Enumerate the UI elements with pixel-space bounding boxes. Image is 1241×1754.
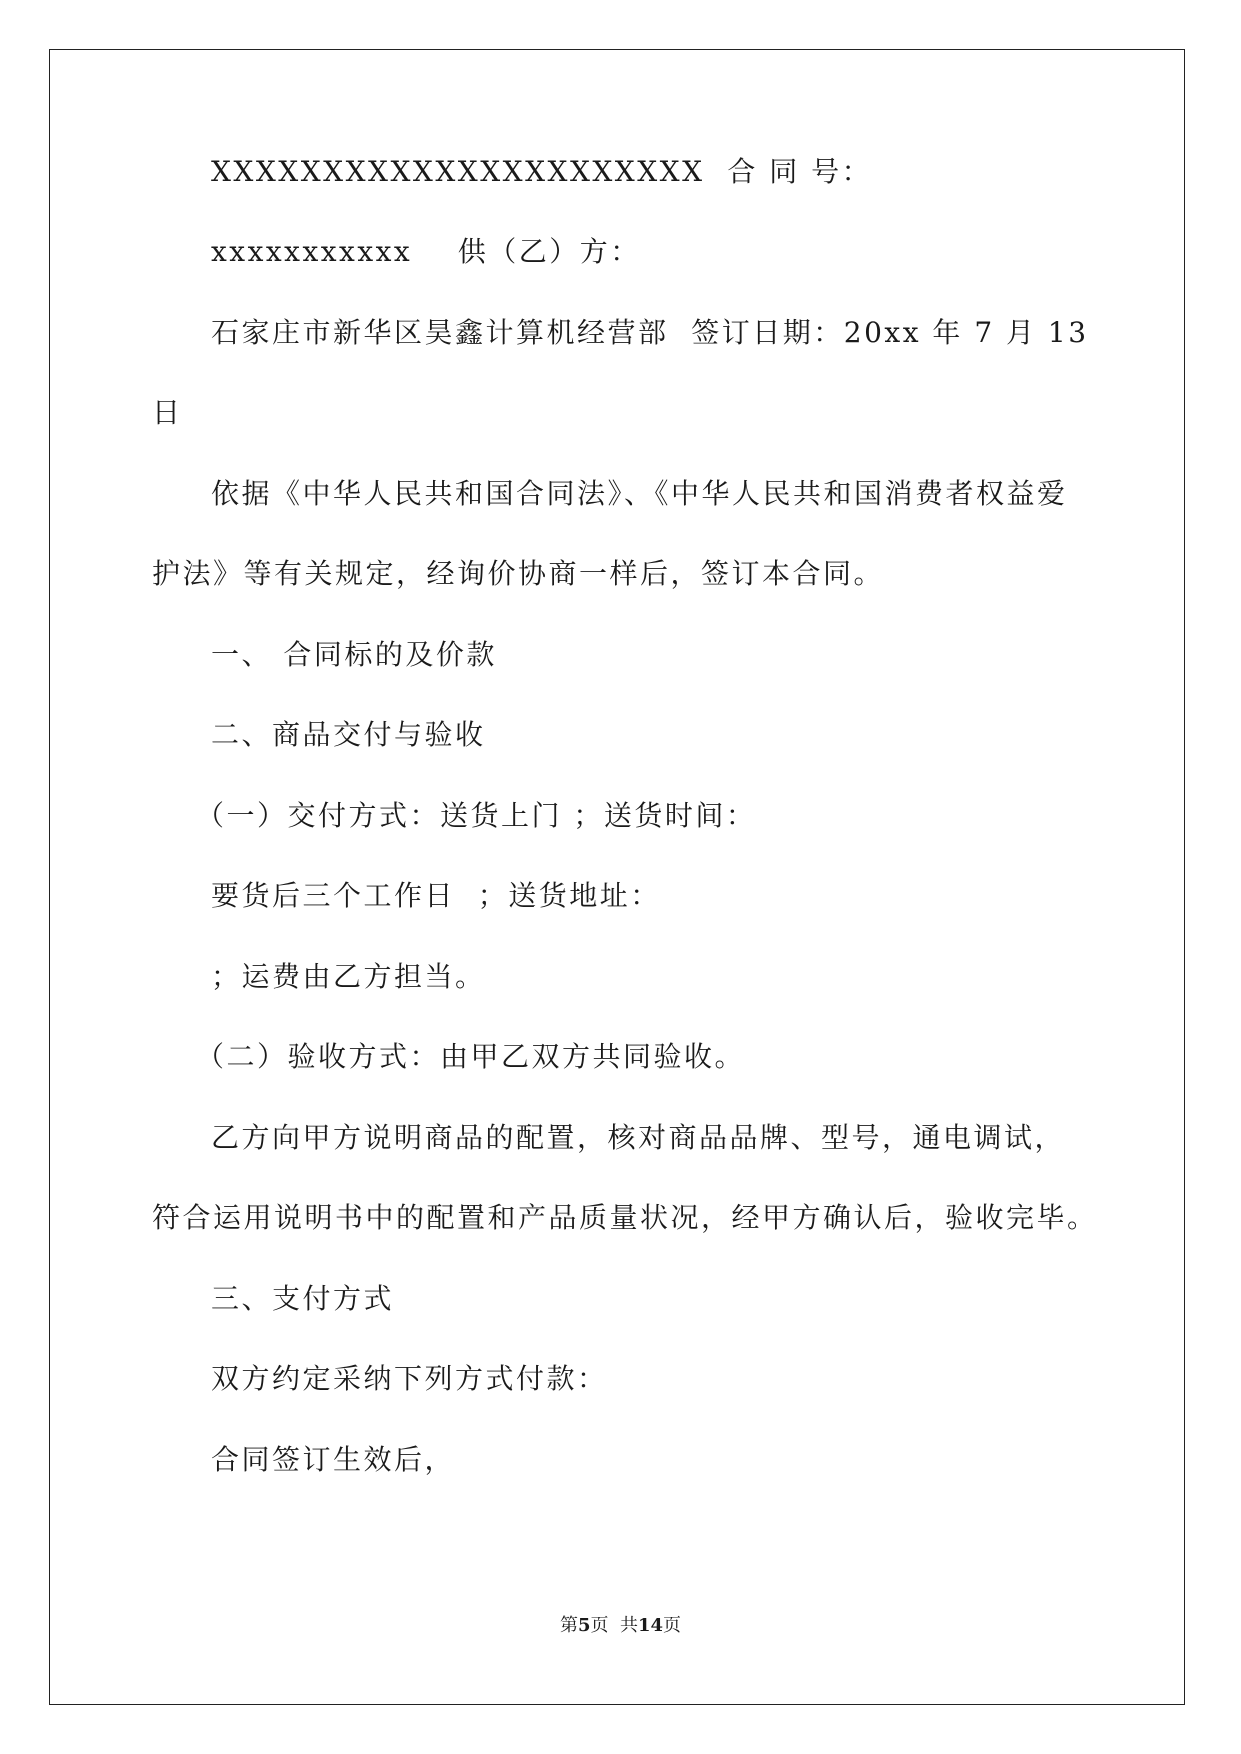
acceptance-detail-continuation: 符合运用说明书中的配置和产品质量状况，经甲方确认后，验收完毕。 — [152, 1201, 1098, 1234]
page-label-suffix: 页 — [663, 1615, 682, 1636]
delivery-method-line: （一）交付方式：送货上门 ；送货时间： — [196, 799, 757, 832]
page-label-mid: 页 共 — [590, 1615, 638, 1636]
page-number-footer — [0, 1614, 1241, 1638]
legal-basis-line: 依据《中华人民共和国合同法》、《中华人民共和国消费者权益爱 — [211, 477, 1068, 510]
payment-intro-line: 双方约定采纳下列方式付款： — [211, 1362, 608, 1395]
legal-basis-continuation: 护法》等有关规定，经询价协商一样后，签订本合同。 — [152, 557, 885, 590]
acceptance-detail-line: 乙方向甲方说明商品的配置，核对商品品牌、型号，通电调试， — [211, 1121, 1066, 1154]
signing-date-continuation: 日 — [152, 396, 183, 429]
acceptance-method-line: （二）验收方式：由甲乙双方共同验收。 — [196, 1040, 746, 1073]
page-label-prefix: 第 — [559, 1615, 578, 1636]
section-heading-2: 二、商品交付与验收 — [211, 718, 486, 751]
section-heading-3: 三、支付方式 — [211, 1282, 395, 1315]
section-heading-1: 一、 合同标的及价款 — [211, 638, 497, 671]
delivery-address-line: 要货后三个工作日 ；送货地址： — [211, 879, 661, 912]
contract-number-line: XXXXXXXXXXXXXXXXXXXXXX 合 同 号： — [211, 155, 873, 188]
payment-start-line: 合同签订生效后， — [211, 1443, 456, 1476]
freight-line: ；运费由乙方担当。 — [211, 960, 486, 993]
supplier-line: xxxxxxxxxxx 供（乙）方： — [211, 235, 641, 268]
page-current: 5 — [577, 1615, 591, 1636]
page-total: 14 — [637, 1615, 664, 1636]
signing-date-line: 石家庄市新华区昊鑫计算机经营部 签订日期：20xx 年 7 月 13 — [211, 316, 1089, 349]
